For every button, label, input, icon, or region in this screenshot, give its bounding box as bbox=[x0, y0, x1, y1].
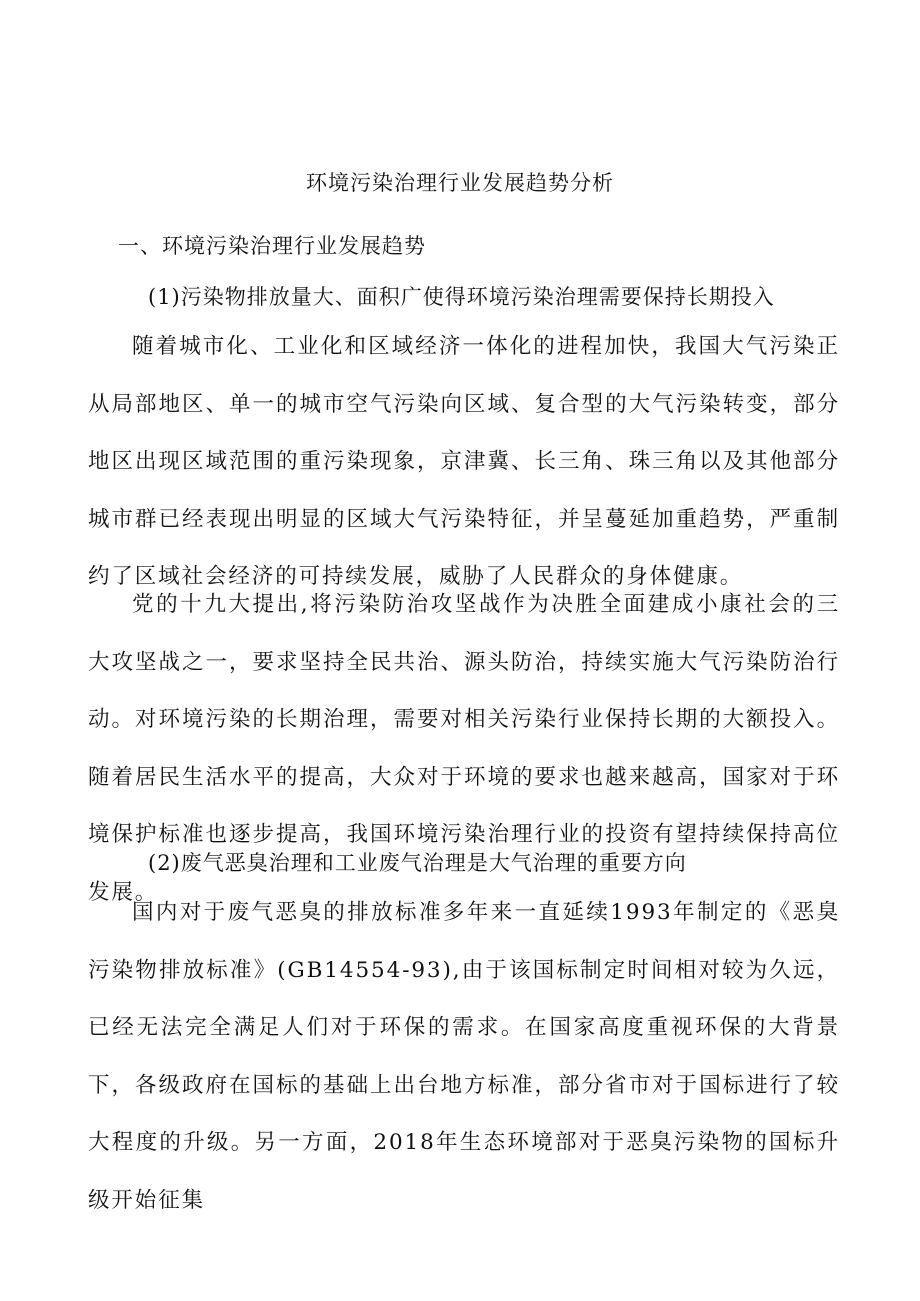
document-title: 环境污染治理行业发展趋势分析 bbox=[306, 171, 614, 195]
section-heading: 一、环境污染治理行业发展趋势 bbox=[118, 234, 426, 258]
subheading-2: (2)废气恶臭治理和工业废气治理是大气治理的重要方向 bbox=[148, 851, 687, 875]
paragraph-3: 国内对于废气恶臭的排放标准多年来一直延续1993年制定的《恶臭污染物排放标准》(GB14554-93),由于该国标制定时间相对较为久远，已经无法完全满足人们对于环保的需求。在国家高度重视环保的大背景下，各级政府在国标的基础上出台地方标准，部分省市对于国标进行了较大程度的升级。另一方面，2018年生态环境部对于恶臭污染物的国标升级开始征集 bbox=[88, 900, 840, 1213]
paragraph-2: 党的十九大提出,将污染防治攻坚战作为决胜全面建成小康社会的三大攻坚战之一，要求坚持全民共治、源头防治，持续实施大气污染防治行动。对环境污染的长期治理，需要对相关污染行业保持长期的大额投入。随着居民生活水平的提高，大众对于环境的要求也越来越高，国家对于环境保护标准也逐步提高，我国环境污染治理行业的投资有望持续保持高位发展。 bbox=[88, 592, 840, 905]
paragraph-1: 随着城市化、工业化和区域经济一体化的进程加快，我国大气污染正从局部地区、单一的城市空气污染向区域、复合型的大气污染转变，部分地区出现区域范围的重污染现象，京津冀、长三角、珠三角以及其他部分城市群已经表现出明显的区域大气污染特征，并呈蔓延加重趋势，严重制约了区域社会经济的可持续发展，威胁了人民群众的身体健康。 bbox=[88, 334, 840, 590]
subheading-1: (1)污染物排放量大、面积广使得环境污染治理需要保持长期投入 bbox=[148, 285, 775, 309]
